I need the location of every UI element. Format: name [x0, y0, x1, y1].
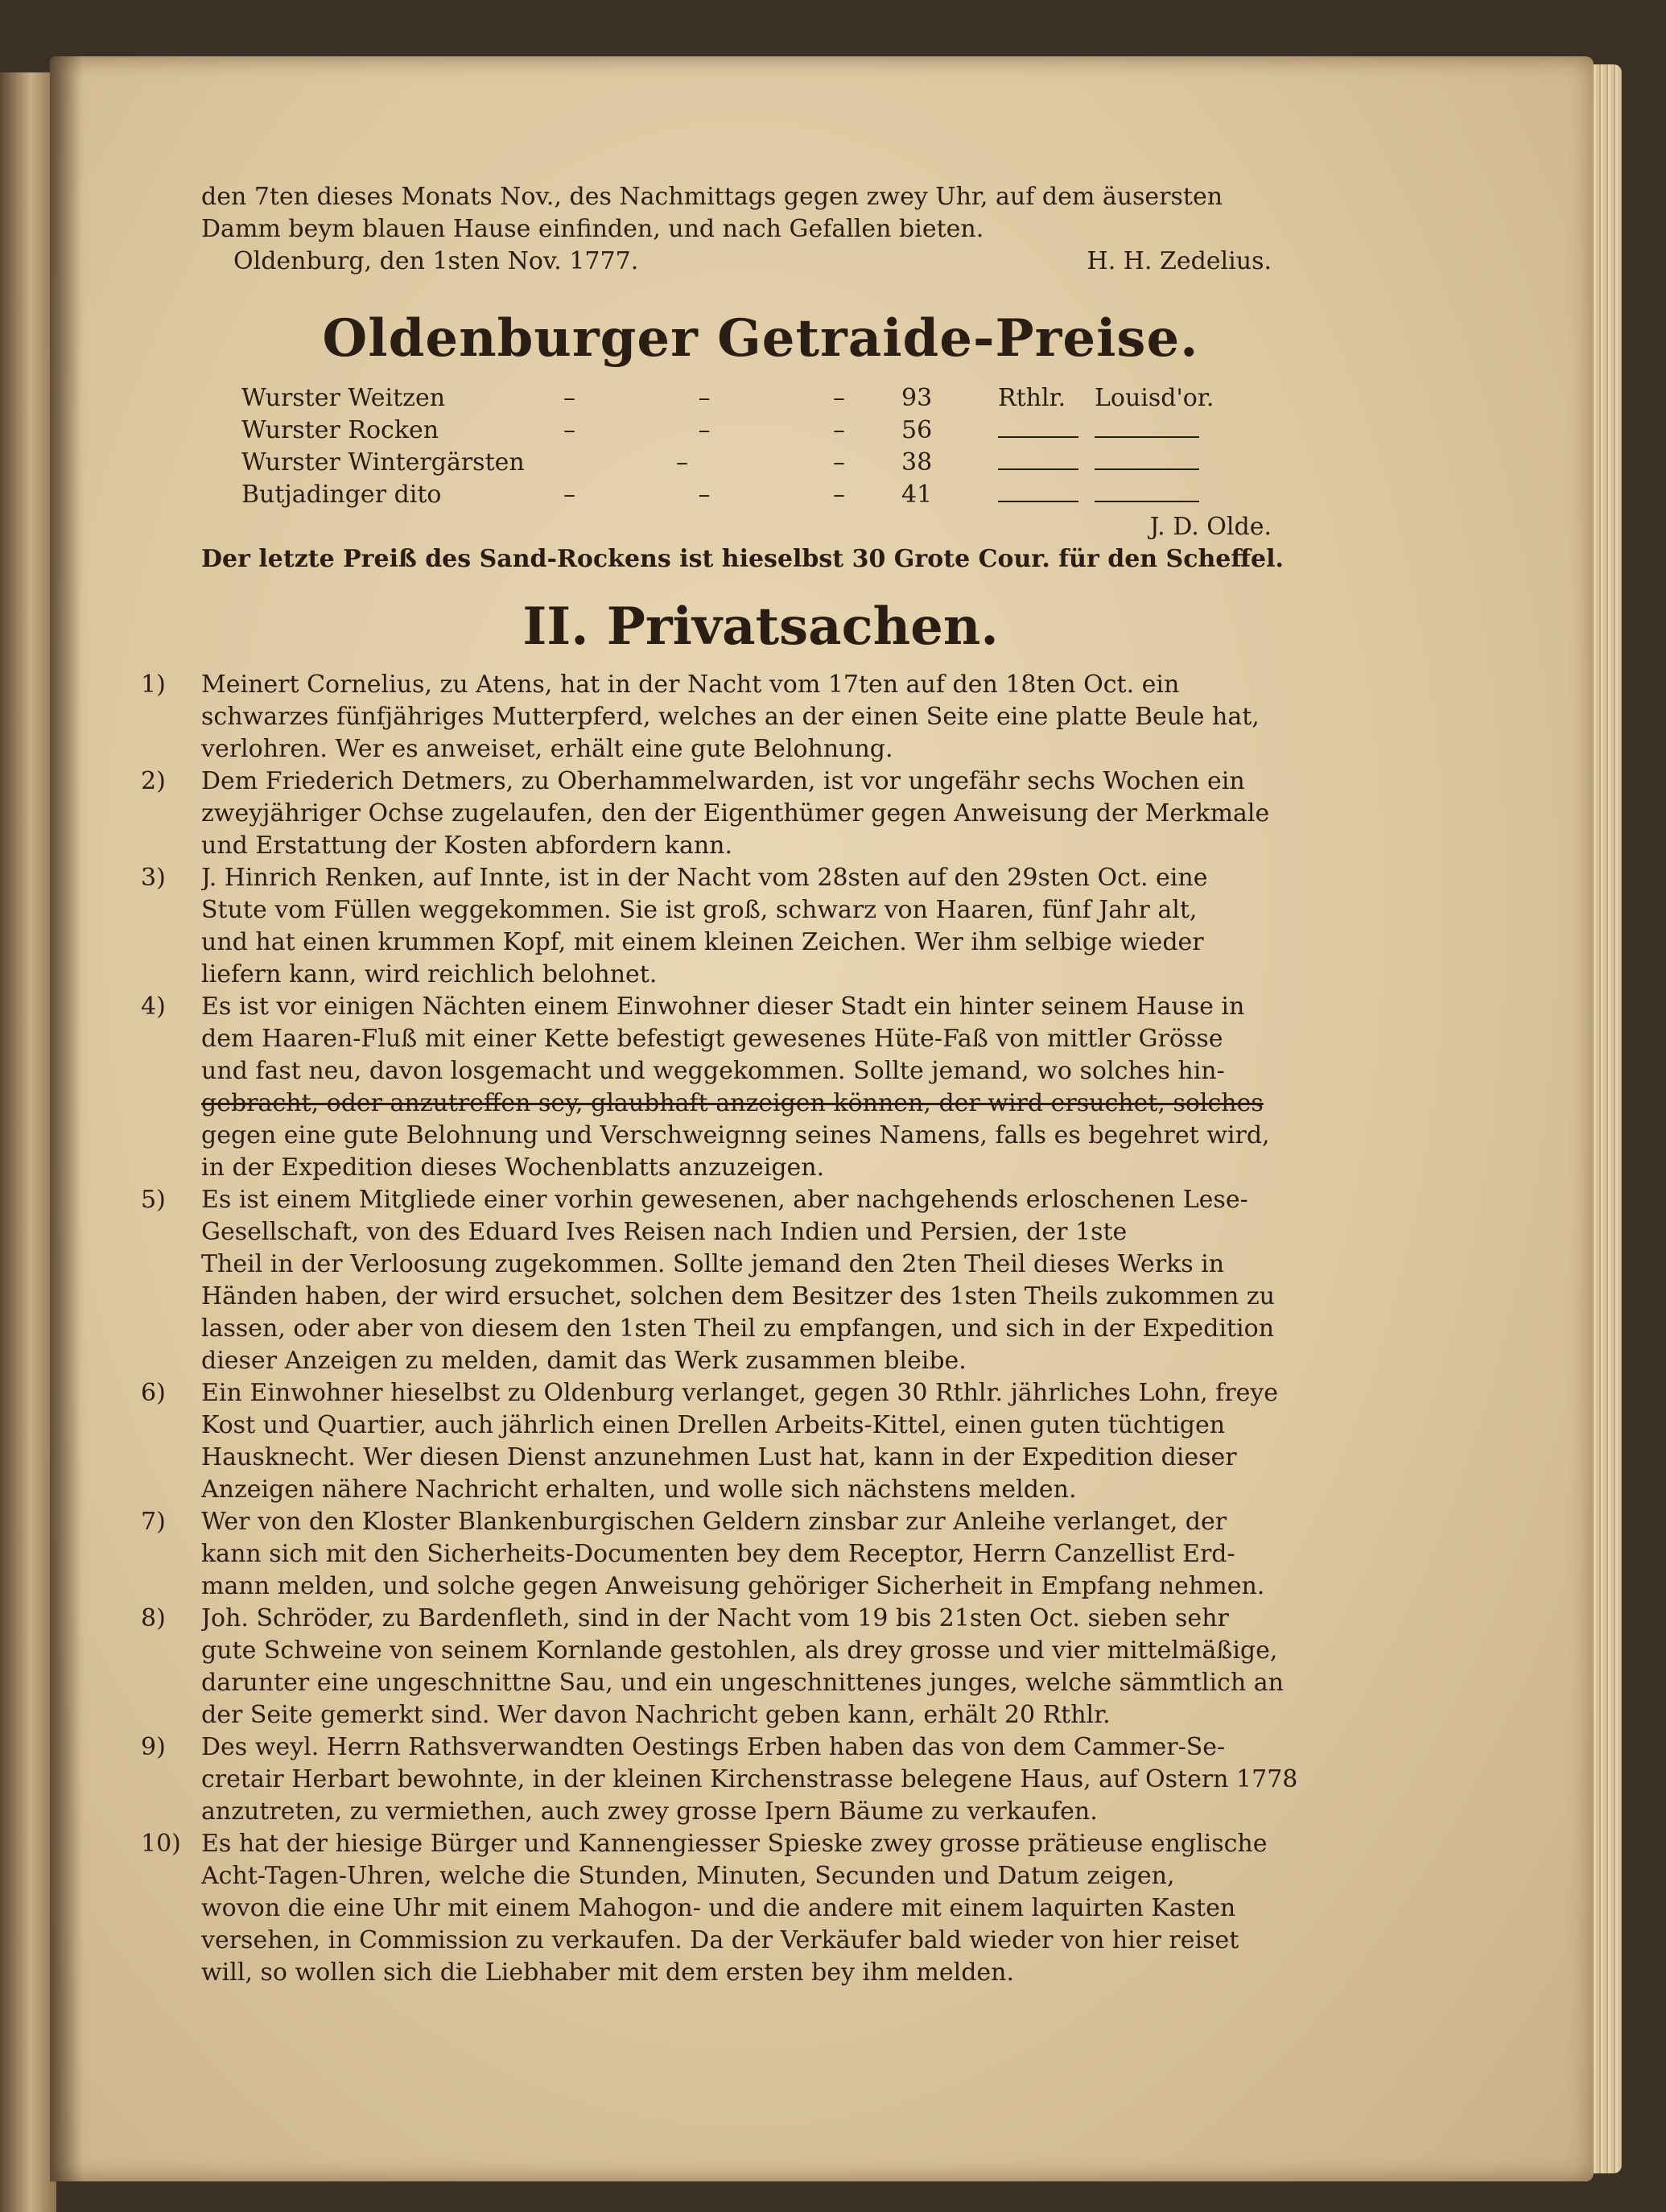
entry-line: der Seite gemerkt sind. Wer davon Nachricht geben kann, erhält 20 Rthlr.: [201, 1701, 1111, 1729]
entry-line: Kost und Quartier, auch jährlich einen Drellen Arbeits-Kittel, einen guten tüchtigen: [201, 1411, 1226, 1439]
ditto-rule: [1095, 479, 1215, 511]
prices-signature: J. D. Olde.: [1149, 513, 1272, 541]
entry-line: anzutreten, zu vermiethen, auch zwey grosse Ipern Bäume zu verkaufen.: [201, 1797, 1098, 1826]
notice-entry-8: [141, 1603, 1320, 1731]
entry-number: 2): [141, 767, 166, 795]
notice-entry-5: [141, 1184, 1320, 1377]
notice-footer: [201, 246, 1320, 278]
entry-line: versehen, in Commission zu verkaufen. Da der Verkäufer bald wieder von hier reiset: [201, 1926, 1239, 1954]
entry-number: 1): [141, 671, 166, 699]
entry-line: Wer von den Kloster Blankenburgischen Geldern zinsbar zur Anleihe verlanget, der: [201, 1508, 1227, 1536]
entry-number: 9): [141, 1733, 166, 1761]
entry-number: 10): [141, 1830, 181, 1858]
entry-line-struck: gebracht, oder anzutreffen sey, glaubhaft anzeigen können, der wird ersuchet, solches: [201, 1089, 1264, 1117]
ditto-rule: [1095, 447, 1215, 479]
entry-line: gute Schweine von seinem Kornlande gestohlen, als drey grosse und vier mittelmäßige,: [201, 1636, 1278, 1665]
section-title: II. Privatsachen.: [522, 596, 999, 657]
notice-entry-7: [141, 1506, 1320, 1603]
grain-name: Wurster Weitzen: [241, 384, 446, 412]
notice-entry-1: [141, 669, 1320, 766]
notice-entry-6: [141, 1377, 1320, 1506]
entry-line: schwarzes fünfjähriges Mutterpferd, welches an der einen Seite eine platte Beule hat,: [201, 703, 1260, 731]
notice-line: Damm beym blauen Hause einfinden, und nach Gefallen bieten.: [201, 215, 984, 243]
grain-price-value: 93: [901, 384, 933, 412]
ditto-rule: [998, 447, 1095, 479]
grain-price-value: 41: [901, 481, 933, 509]
notice-entry-3: [141, 862, 1320, 991]
entry-line: kann sich mit den Sicherheits-Documenten bey dem Receptor, Herrn Canzellist Erd-: [201, 1540, 1235, 1568]
entry-line: und Erstattung der Kosten abfordern kann.: [201, 832, 733, 860]
grain-name: Wurster Wintergärsten: [241, 448, 525, 477]
entry-line: Meinert Cornelius, zu Atens, hat in der Nacht vom 17ten auf den 18ten Oct. ein: [201, 671, 1180, 699]
entry-number: 6): [141, 1379, 166, 1407]
entry-line: Gesellschaft, von des Eduard Ives Reisen nach Indien und Persien, der 1ste: [201, 1218, 1128, 1246]
sand-rye-note: Der letzte Preiß des Sand-Rockens ist hieselbst 30 Grote Cour. für den Scheffel.: [201, 545, 1284, 573]
grain-prices-title: Oldenburger Getraide-Preise.: [322, 308, 1199, 369]
entry-line: liefern kann, wird reichlich belohnet.: [201, 960, 658, 988]
entry-line: Händen haben, der wird ersuchet, solchen dem Besitzer des 1sten Theils zukommen zu: [201, 1282, 1276, 1310]
entry-line: Joh. Schröder, zu Bardenfleth, sind in der Nacht vom 19 bis 21sten Oct. sieben sehr: [201, 1604, 1229, 1632]
ditto-rule: [998, 415, 1095, 447]
entry-line: Ein Einwohner hieselbst zu Oldenburg verlanget, gegen 30 Rthlr. jährliches Lohn, freye: [201, 1379, 1279, 1407]
ditto-rule: [998, 479, 1095, 511]
entry-line: wovon die eine Uhr mit einem Mahogon- und die andere mit einem laquirten Kasten: [201, 1894, 1236, 1922]
notice-entry-9: [141, 1731, 1320, 1828]
entry-number: 4): [141, 993, 166, 1021]
entry-line: in der Expedition dieses Wochenblatts anzuzeigen.: [201, 1153, 825, 1182]
grain-price-value: 56: [901, 416, 933, 444]
entry-line: lassen, oder aber von diesem den 1sten Theil zu empfangen, und sich in der Expedition: [201, 1314, 1275, 1343]
entry-line: gegen eine gute Belohnung und Verschweignng seines Namens, falls es begehret wird,: [201, 1121, 1270, 1149]
notice-line: den 7ten dieses Monats Nov., des Nachmittags gegen zwey Uhr, auf dem äusersten: [201, 183, 1223, 211]
notice-entry-2: [141, 766, 1320, 862]
grain-name: Butjadinger dito: [241, 481, 442, 509]
binding-gutter: [50, 56, 82, 2181]
grain-price-value: 38: [901, 448, 933, 477]
entry-line: dieser Anzeigen zu melden, damit das Werk zusammen bleibe.: [201, 1347, 967, 1375]
price-row: [241, 382, 1320, 415]
price-row: [241, 479, 1320, 511]
notice-place-date: Oldenburg, den 1sten Nov. 1777.: [233, 247, 639, 275]
entry-line: dem Haaren-Fluß mit einer Kette befestigt gewesenes Hüte-Faß von mittler Grösse: [201, 1025, 1223, 1053]
entry-line: Des weyl. Herrn Rathsverwandten Oestings Erben haben das von dem Cammer-Se-: [201, 1733, 1226, 1761]
dash-leaders: – – –: [563, 416, 845, 444]
entry-line: cretair Herbart bewohnte, in der kleinen Kirchenstrasse belegene Haus, auf Ostern 1778: [201, 1765, 1298, 1793]
entry-line: verlohren. Wer es anweiset, erhält eine gute Belohnung.: [201, 735, 893, 763]
price-row: [241, 447, 1320, 479]
entry-line: Hausknecht. Wer diesen Dienst anzunehmen Lust hat, kann in der Expedition dieser: [201, 1443, 1237, 1471]
entry-line: darunter eine ungeschnittne Sau, und ein ungeschnittenes junges, welche sämmtlich an: [201, 1669, 1284, 1697]
grain-price-table: [241, 382, 1320, 511]
page-text: [141, 181, 1320, 1989]
entry-number: 5): [141, 1186, 166, 1214]
dash-leaders: – – –: [563, 384, 845, 412]
entry-line: Es ist vor einigen Nächten einem Einwohner dieser Stadt ein hinter seinem Hause in: [201, 993, 1245, 1021]
unit-louisdor: Louisd'or.: [1095, 384, 1214, 412]
entry-number: 7): [141, 1508, 166, 1536]
dash-leaders: – – –: [563, 481, 845, 509]
dash-leaders: – –: [676, 448, 845, 477]
entry-line: Anzeigen nähere Nachricht erhalten, und wolle sich nächstens melden.: [201, 1475, 1077, 1504]
entry-line: Es hat der hiesige Bürger und Kannengiesser Spieske zwey grosse prätieuse englische: [201, 1830, 1268, 1858]
notice-entry-4: [141, 991, 1320, 1184]
previous-page-edge: [0, 72, 56, 2212]
price-row: [241, 415, 1320, 447]
entry-line: will, so wollen sich die Liebhaber mit dem ersten bey ihm melden.: [201, 1958, 1015, 1987]
notice-entry-10: [141, 1828, 1320, 1989]
entry-line: J. Hinrich Renken, auf Innte, ist in der Nacht vom 28sten auf den 29sten Oct. eine: [201, 864, 1208, 892]
entry-line: Theil in der Verloosung zugekommen. Sollte jemand den 2ten Theil dieses Werks in: [201, 1250, 1225, 1278]
entry-line: und hat einen krummen Kopf, mit einem kleinen Zeichen. Wer ihm selbige wieder: [201, 928, 1204, 956]
entry-line: zweyjähriger Ochse zugelaufen, den der Eigenthümer gegen Anweisung der Merkmale: [201, 799, 1270, 827]
notice-signature: H. H. Zedelius.: [1087, 247, 1272, 275]
entry-line: Acht-Tagen-Uhren, welche die Stunden, Minuten, Secunden und Datum zeigen,: [201, 1862, 1175, 1890]
entry-number: 8): [141, 1604, 166, 1632]
entry-line: Dem Friederich Detmers, zu Oberhammelwarden, ist vor ungefähr sechs Wochen ein: [201, 767, 1245, 795]
entry-line: mann melden, und solche gegen Anweisung gehöriger Sicherheit in Empfang nehmen.: [201, 1572, 1265, 1600]
entry-line: Es ist einem Mitgliede einer vorhin gewesenen, aber nachgehends erloschenen Lese-: [201, 1186, 1248, 1214]
notice-ending: [201, 181, 1320, 278]
unit-rthlr: Rthlr.: [998, 384, 1066, 412]
ditto-rule: [1095, 415, 1215, 447]
entry-line: und fast neu, davon losgemacht und weggekommen. Sollte jemand, wo solches hin-: [201, 1057, 1225, 1085]
grain-name: Wurster Rocken: [241, 416, 439, 444]
entry-number: 3): [141, 864, 166, 892]
entry-line: Stute vom Füllen weggekommen. Sie ist groß, schwarz von Haaren, fünf Jahr alt,: [201, 896, 1198, 924]
